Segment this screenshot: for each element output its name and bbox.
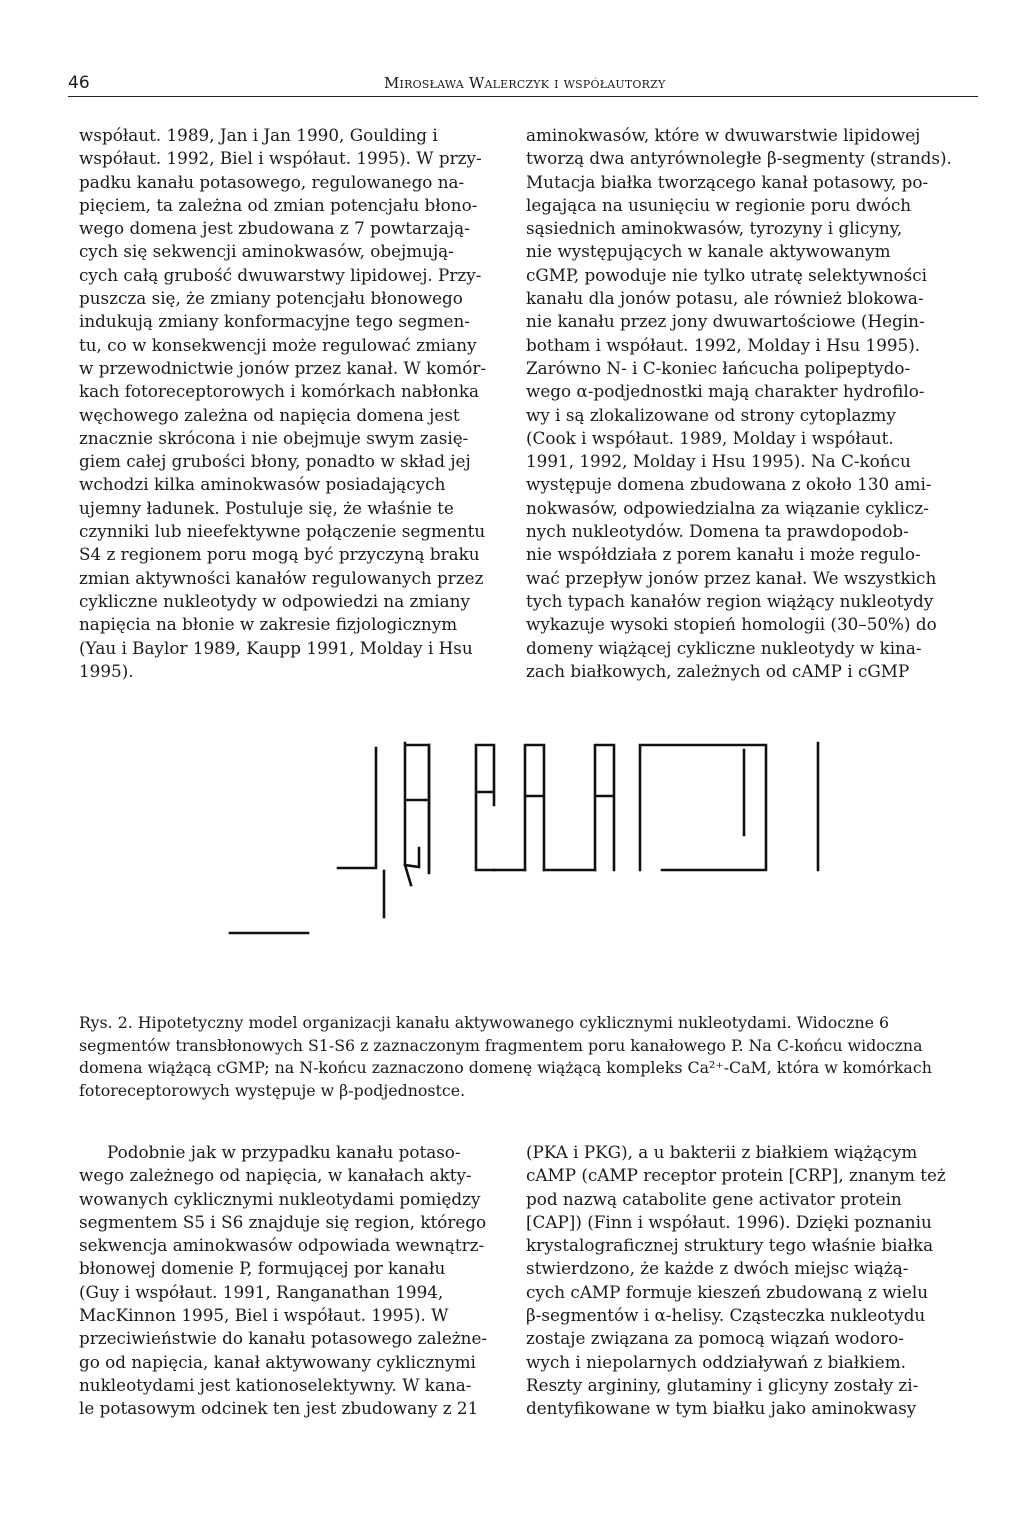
text-line: Mutacja białka tworzącego kanał potasowy, po- — [526, 171, 929, 192]
text-line: kach fotoreceptorowych i komórkach nabłonka — [79, 381, 480, 402]
text-line: (Yau i Baylor 1989, Kaupp 1991, Molday i Hsu — [79, 637, 473, 658]
text-line: zostaje związana za pomocą wiązań wodoro- — [526, 1328, 904, 1349]
text-line: pięciem, ta zależna od zmian potencjału błono- — [79, 194, 478, 215]
text-line: botham i współaut. 1992, Molday i Hsu 1995). — [526, 334, 921, 355]
segment-s5 — [525, 745, 544, 870]
text-line: przeciwieństwie do kanału potasowego zależne- — [79, 1328, 488, 1349]
text-line: Zarówno N- i C-koniec łańcucha polipeptydo- — [526, 357, 911, 378]
text-line: le potasowym odcinek ten jest zbudowany z 21 — [79, 1398, 479, 1419]
text-line: cych cAMP formuje kieszeń zbudowaną z wielu — [526, 1281, 929, 1302]
text-line: β-segmentów i α-helisy. Cząsteczka nukleotydu — [526, 1305, 926, 1326]
text-line: segmentem S5 i S6 znajduje się region, którego — [79, 1211, 487, 1232]
text-line: znacznie skrócona i nie obejmuje swym zasię- — [79, 427, 469, 448]
caption-line: domena wiążącą cGMP; na N-końcu zaznaczono domenę wiążącą kompleks Ca²⁺-CaM, która w komórkach — [79, 1058, 932, 1077]
text-line: wego α-podjednostki mają charakter hydrofilo- — [526, 381, 925, 402]
column-bottom-left — [79, 1141, 511, 1421]
text-line: współaut. 1992, Biel i współaut. 1995). W przy- — [79, 148, 482, 169]
caption-line: fotoreceptorowych występuje w β-podjednostce. — [79, 1080, 466, 1100]
text-line: wowanych cyklicznymi nukleotydami pomiędzy — [79, 1188, 481, 1209]
text-line: MacKinnon 1995, Biel i współaut. 1995). W — [79, 1305, 449, 1326]
text-line: [CAP]) (Finn i współaut. 1996). Dzięki poznaniu — [526, 1211, 932, 1232]
text-line: (Guy i współaut. 1991, Ranganathan 1994, — [79, 1281, 444, 1302]
caption-line: Rys. 2. Hipotetyczny model organizacji kanału aktywowanego cyklicznymi nukleotydami. Widoczne 6 — [79, 1013, 890, 1032]
text-line: giem całej grubości błony, ponadto w skład jej — [79, 451, 471, 472]
text-line: 1991, 1992, Molday i Hsu 1995). Na C-końcu — [526, 451, 911, 472]
text-line: tu, co w konsekwencji może regulować zmiany — [79, 334, 477, 355]
text-line: wchodzi kilka aminokwasów posiadających — [79, 474, 446, 495]
column-top-right — [526, 124, 956, 683]
text-line: nukleotydami jest kationoselektywny. W kana- — [79, 1374, 472, 1395]
text-line: domeny wiążącej cykliczne nukleotydy w kina- — [526, 637, 922, 658]
text-line: stwierdzono, że każde z dwóch miejsc wiążą- — [526, 1258, 909, 1279]
text-line: czynniki lub nieefektywne połączenie segmentu — [79, 521, 486, 542]
figure-caption — [79, 1012, 959, 1102]
text-line: 1995). — [79, 660, 134, 681]
text-line: cAMP (cAMP receptor protein [CRP], znanym też — [526, 1165, 946, 1186]
text-line: wego zależnego od napięcia, w kanałach akty- — [79, 1165, 472, 1186]
text-line: wych i niepolarnych oddziaływań z białkiem. — [526, 1351, 906, 1372]
page-number: 46 — [68, 73, 90, 93]
column-top-left — [79, 124, 511, 683]
text-line: Podobnie jak w przypadku kanału potaso- — [107, 1142, 461, 1162]
text-line: występuje domena zbudowana z około 130 ami- — [526, 474, 932, 495]
text-line: cykliczne nukleotydy w odpowiedzi na zmiany — [79, 590, 470, 611]
text-line: tworzą dwa antyrównoległe β-segmenty (strands). — [526, 148, 952, 169]
running-title: Mirosława Walerczyk i współautorzy — [384, 74, 666, 92]
text-line: aminokwasów, które w dwuwarstwie lipidowej — [526, 125, 921, 145]
text-line: krystalograficznej struktury tego właśnie białka — [526, 1235, 934, 1256]
running-head — [68, 72, 978, 97]
segment-s2-s3 — [405, 743, 429, 885]
text-line: sekwencja aminokwasów odpowiada wewnątrz- — [79, 1235, 485, 1256]
text-line: zmian aktywności kanałów regulowanych przez — [79, 567, 484, 588]
text-line: puszcza się, że zmiany potencjału błonowego — [79, 288, 463, 309]
paragraph — [79, 1141, 511, 1421]
channel-model-figure — [226, 725, 826, 945]
paragraph — [526, 124, 956, 683]
text-line: kanału dla jonów potasu, ale również blokowa- — [526, 288, 924, 309]
text-line: pod nazwą catabolite gene activator protein — [526, 1188, 902, 1209]
caption-line: segmentów transbłonowych S1-S6 z zaznaczonym fragmentem poru kanałowego P. Na C-końcu widoczna — [79, 1035, 923, 1055]
channel-topology-diagram — [226, 725, 826, 945]
column-bottom-right — [526, 1141, 958, 1421]
text-line: wy i są zlokalizowane od strony cytoplazmy — [526, 404, 896, 425]
text-line: nokwasów, odpowiedzialna za wiązanie cyklicz- — [526, 497, 929, 518]
text-line: nie występujących w kanale aktywowanym — [526, 241, 891, 262]
pore-region-p — [640, 745, 766, 870]
text-line: cych całą grubość dwuwarstwy lipidowej. Przy- — [79, 264, 482, 285]
text-line: nie współdziała z porem kanału i może regulo- — [526, 544, 921, 565]
segment-s1 — [338, 748, 376, 868]
text-line: padku kanału potasowego, regulowanego na- — [79, 171, 465, 192]
text-line: nych nukleotydów. Domena ta prawdopodob- — [526, 521, 909, 542]
text-line: sąsiednich aminokwasów, tyrozyny i glicyny, — [526, 218, 903, 239]
text-line: S4 z regionem poru mogą być przyczyną braku — [79, 544, 480, 565]
text-line: błonowej domenie P, formującej por kanału — [79, 1258, 446, 1279]
text-line: wego domena jest zbudowana z 7 powtarzają- — [79, 218, 470, 239]
text-line: (PKA i PKG), a u bakterii z białkiem wiążącym — [526, 1142, 918, 1162]
text-line: wykazuje wysoki stopień homologii (30–50%) do — [526, 614, 937, 635]
paragraph — [526, 1141, 958, 1421]
text-line: go od napięcia, kanał aktywowany cyklicznymi — [79, 1351, 476, 1372]
text-line: dentyfikowane w tym białku jako aminokwasy — [526, 1398, 917, 1419]
text-line: węchowego zależna od napięcia domena jest — [79, 404, 460, 425]
text-line: zach białkowych, zależnych od cAMP i cGMP — [526, 660, 910, 681]
segment-s4 — [476, 745, 494, 870]
paragraph — [79, 124, 511, 683]
text-line: (Cook i współaut. 1989, Molday i współaut. — [526, 427, 894, 448]
text-line: tych typach kanałów region wiążący nukleotydy — [526, 590, 934, 611]
text-line: w przewodnictwie jonów przez kanał. W komór- — [79, 357, 487, 378]
text-line: cGMP, powoduje nie tylko utratę selektywności — [526, 264, 927, 285]
text-line: współaut. 1989, Jan i Jan 1990, Goulding i — [79, 125, 438, 145]
text-line: wać przepływ jonów przez kanał. We wszystkich — [526, 567, 937, 588]
text-line: nie kanału przez jony dwuwartościowe (Hegin- — [526, 311, 925, 332]
segment-s6 — [595, 745, 614, 870]
text-line: Reszty argininy, glutaminy i glicyny zostały zi- — [526, 1374, 919, 1395]
text-line: cych się sekwencji aminokwasów, obejmują- — [79, 241, 454, 262]
text-line: ujemny ładunek. Postuluje się, że właśnie te — [79, 497, 454, 518]
text-line: indukują zmiany konformacyjne tego segmen- — [79, 311, 470, 332]
text-line: napięcia na błonie w zakresie fizjologicznym — [79, 614, 458, 635]
text-line: legająca na usunięciu w regionie poru dwóch — [526, 194, 912, 215]
